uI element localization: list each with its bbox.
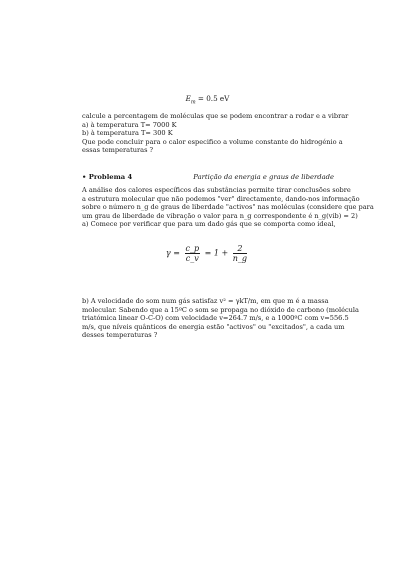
cp-cv-fraction bbox=[185, 244, 201, 263]
text-line: m/s, que níveis quânticos de energia estão "activos" ou "excitados", a cada um bbox=[82, 322, 345, 331]
text-line: a estrutura molecular que não podemos "ver" directamente, dando-nos informação bbox=[82, 194, 360, 203]
text-line: b) à temperatura T= 300 K bbox=[82, 129, 173, 138]
part-a-intro bbox=[82, 112, 349, 155]
gamma-formula bbox=[0, 244, 415, 263]
problem-heading bbox=[82, 173, 334, 181]
energy-subscript: m bbox=[190, 99, 196, 106]
two-over-ng-fraction bbox=[233, 244, 247, 263]
fraction-denominator: c_v bbox=[185, 254, 199, 263]
text-line: triatómica linear O-C-O) com velocidade v=264.7 m/s, e a 1000ºC com v=556.5 bbox=[82, 314, 349, 323]
problem-title: Partição da energia e graus de liberdade bbox=[193, 173, 334, 181]
text-line: um grau de liberdade de vibração o valor para n_g correspondente é n_g(vib) = 2) bbox=[82, 211, 358, 220]
text-line: essas temperaturas ? bbox=[82, 146, 154, 155]
text-line: desses temperaturas ? bbox=[82, 331, 158, 340]
fraction-numerator: c_p bbox=[185, 244, 200, 253]
problem-text bbox=[82, 186, 374, 229]
text-line: a) Comece por verificar que para um dado gás que se comporta como ideal, bbox=[82, 220, 336, 229]
text-line: b) A velocidade do som num gás satisfaz v² = γkT/m, em que m é a massa bbox=[82, 297, 329, 305]
text-line: a) à temperatura T= 7000 K bbox=[82, 120, 177, 129]
text-line: molecular. Sabendo que a 15ºC o som se propaga no dióxido de carbono (molécula bbox=[82, 305, 359, 314]
energy-symbol: E bbox=[185, 94, 191, 103]
formula-lhs: γ = bbox=[165, 248, 183, 258]
text-line: A análise dos calores específicos das substâncias permite tirar conclusões sobre bbox=[82, 186, 351, 194]
fraction-denominator: n_g bbox=[232, 254, 248, 263]
part-b-text bbox=[82, 297, 359, 340]
text-line: calcule a percentagem de moléculas que se podem encontrar a rodar e a vibrar bbox=[82, 112, 349, 120]
problem-label: • Problema 4 bbox=[82, 173, 133, 181]
text-line: Que pode concluir para o calor especifico a volume constante do hidrogénio a bbox=[82, 137, 343, 146]
text-line: sobre o número n_g de graus de liberdade "activos" nas moléculas (considere que para bbox=[82, 203, 374, 212]
fraction-numerator: 2 bbox=[233, 244, 247, 254]
energy-value: = 0.5 eV bbox=[195, 94, 230, 103]
energy-equation bbox=[0, 94, 415, 105]
formula-mid: = 1 + bbox=[202, 248, 231, 258]
